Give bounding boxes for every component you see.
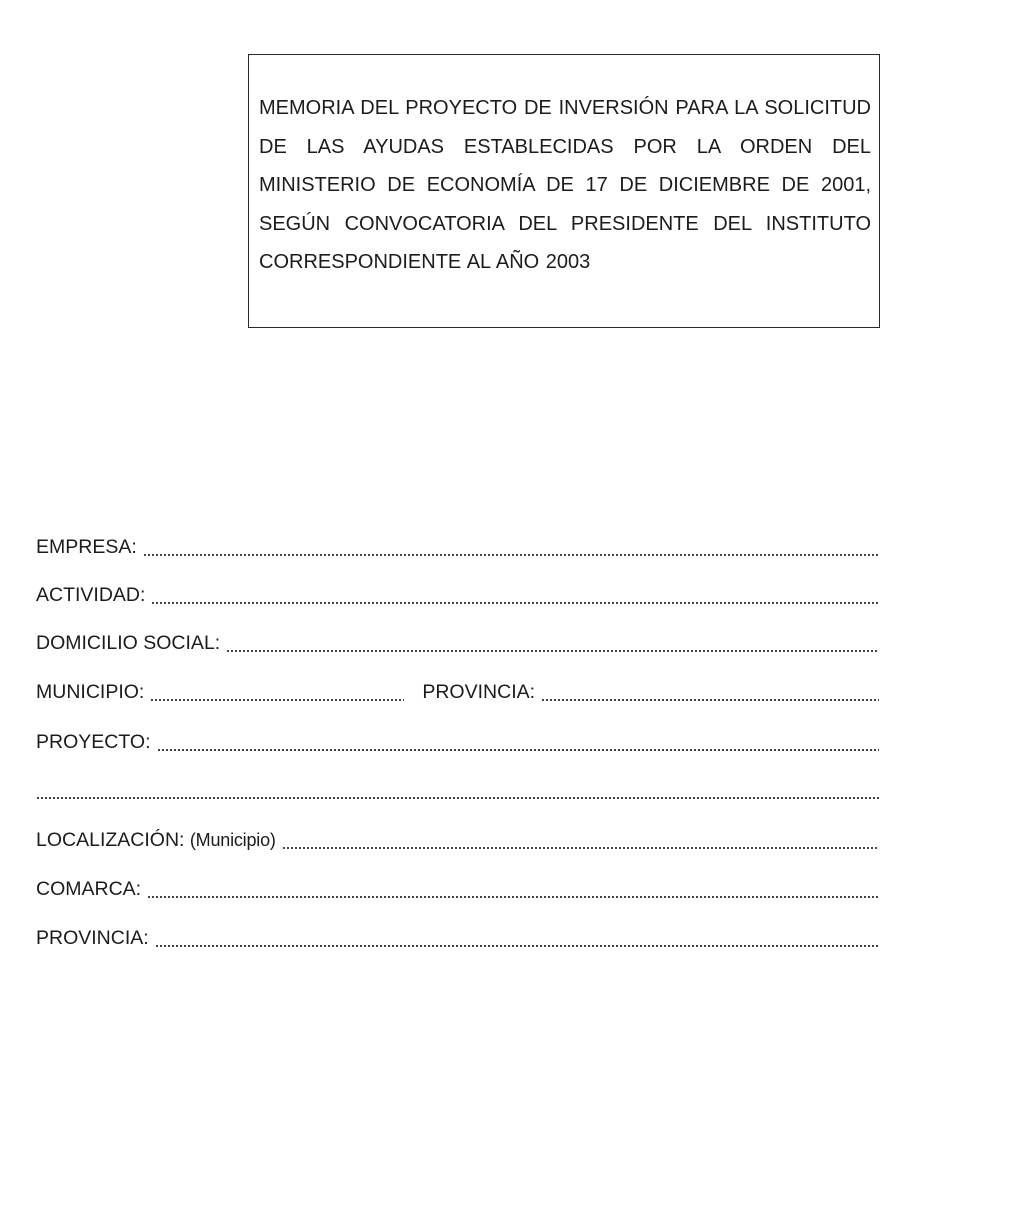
proyecto-field[interactable]	[36, 731, 879, 757]
comarca-field[interactable]	[36, 878, 879, 904]
municipio-dotted-line[interactable]	[150, 697, 404, 703]
localizacion-field[interactable]	[36, 829, 879, 855]
municipio-label: MUNICIPIO:	[36, 681, 145, 703]
provincia-label: PROVINCIA:	[36, 927, 149, 949]
title-box	[248, 54, 880, 328]
empresa-field[interactable]	[36, 536, 879, 562]
comarca-label: COMARCA:	[36, 878, 142, 900]
provincia-inline-dotted-line[interactable]	[541, 697, 879, 703]
actividad-field[interactable]	[36, 584, 879, 610]
comarca-dotted-line[interactable]	[147, 894, 879, 900]
empresa-dotted-line[interactable]	[143, 552, 879, 558]
proyecto-continuation-field[interactable]	[36, 779, 879, 805]
proyecto-continuation-dotted-line[interactable]	[36, 795, 879, 801]
localizacion-label-group	[36, 829, 282, 852]
localizacion-label: LOCALIZACIÓN:	[36, 829, 185, 851]
actividad-dotted-line[interactable]	[151, 600, 879, 606]
empresa-label: EMPRESA:	[36, 536, 137, 558]
municipio-provincia-row[interactable]	[36, 681, 879, 707]
localizacion-dotted-line[interactable]	[282, 845, 879, 851]
document-title: MEMORIA DEL PROYECTO DE INVERSIÓN PARA LA SOLICITUD DE LAS AYUDAS ESTABLECIDAS POR LA ORDEN DEL MINISTERIO DE ECONOMÍA DE 17 DE DICIEMBRE DE 2001, SEGÚN CONVOCATORIA DEL PRESIDENTE DEL INSTITUTO CORRESPONDIENTE AL AÑO 2003	[259, 97, 871, 274]
proyecto-label: PROYECTO:	[36, 731, 151, 753]
domicilio-social-dotted-line[interactable]	[226, 648, 879, 654]
domicilio-social-label: DOMICILIO SOCIAL:	[36, 632, 221, 654]
provincia-inline-label: PROVINCIA:	[422, 681, 536, 703]
localizacion-hint: (Municipio)	[189, 830, 276, 850]
domicilio-social-field[interactable]	[36, 632, 879, 658]
provincia-field[interactable]	[36, 927, 879, 953]
actividad-label: ACTIVIDAD:	[36, 584, 146, 606]
provincia-dotted-line[interactable]	[155, 943, 879, 949]
proyecto-dotted-line[interactable]	[157, 747, 880, 753]
